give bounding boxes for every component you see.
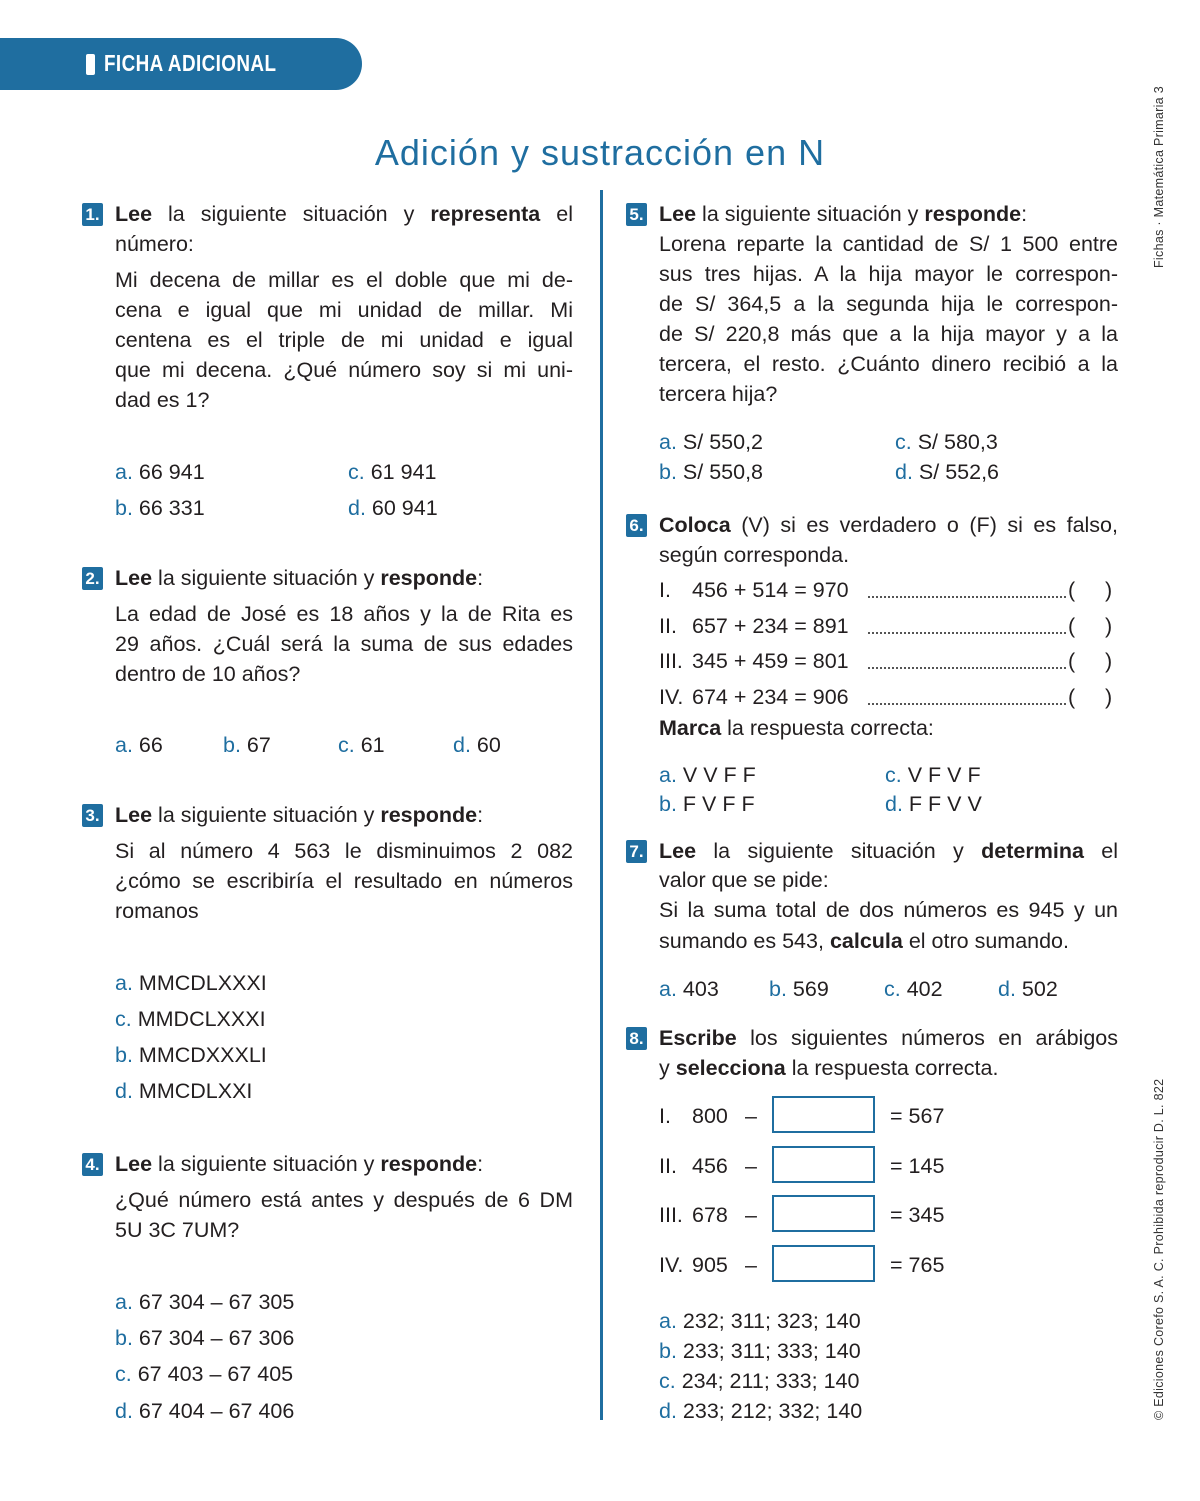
prompt-text: : <box>1021 202 1028 226</box>
option-value: 67 304 – 67 306 <box>138 1326 295 1350</box>
question-number: 6. <box>626 514 647 537</box>
body-line <box>659 926 1069 956</box>
result: = 567 <box>890 1104 945 1128</box>
prompt-text: : <box>477 566 484 590</box>
result: = 345 <box>890 1203 945 1227</box>
option-value: V V F F <box>682 763 756 787</box>
prompt-verb: Lee <box>115 803 153 827</box>
minuend: 678 <box>692 1203 728 1227</box>
question-number: 1. <box>82 203 103 226</box>
prompt-text: la siguiente situación y <box>158 1152 375 1176</box>
minus-sign: – <box>745 1104 757 1128</box>
option-value: 67 304 – 67 305 <box>138 1290 295 1314</box>
minus-sign: – <box>745 1203 757 1227</box>
roman-label: II. <box>659 614 677 638</box>
option-letter: a. <box>659 1309 677 1333</box>
prompt-text: según corresponda. <box>659 543 850 567</box>
question-prompt <box>659 199 1027 229</box>
minus-sign: – <box>745 1154 757 1178</box>
roman-label: I. <box>659 578 671 602</box>
roman-label: IV. <box>659 685 684 709</box>
answer-option[interactable] <box>659 1366 859 1396</box>
prompt-text: los siguientes números en arábigos <box>750 1026 1118 1050</box>
option-value: V F V F <box>907 763 981 787</box>
prompt-text: : <box>477 803 484 827</box>
dotted-leader <box>868 703 1066 705</box>
prompt-text: la siguiente situación y <box>158 566 375 590</box>
prompt-verb: Marca <box>659 716 722 740</box>
body-line: La edad de José es 18 años y la de Rita es <box>115 602 573 626</box>
question-number: 8. <box>626 1027 647 1050</box>
question-prompt <box>115 1149 483 1179</box>
answer-paren-open[interactable]: ( <box>1068 685 1076 709</box>
option-letter: d. <box>115 1079 133 1103</box>
banner-label: FICHA ADICIONAL <box>104 50 277 76</box>
side-text-top: Fichas · Matemática Primaria 3 <box>1152 86 1166 268</box>
answer-option[interactable] <box>659 1396 862 1426</box>
prompt-verb: determina <box>981 839 1084 863</box>
option-value: F V F F <box>682 792 755 816</box>
option-value: 502 <box>1021 977 1058 1001</box>
body-text: el otro sumando. <box>908 929 1069 953</box>
answer-option[interactable] <box>659 1336 861 1366</box>
option-letter: b. <box>115 1326 133 1350</box>
option-value: 232; 311; 323; 140 <box>682 1309 861 1333</box>
answer-option[interactable] <box>659 457 763 487</box>
answer-option[interactable] <box>659 1306 861 1336</box>
prompt-text: y <box>659 1056 670 1080</box>
option-value: 233; 311; 333; 140 <box>682 1339 861 1363</box>
body-line: dad es 1? <box>115 388 210 412</box>
answer-box[interactable] <box>772 1096 875 1133</box>
result: = 765 <box>890 1253 945 1277</box>
option-value: 66 941 <box>138 460 205 484</box>
prompt-verb: responde <box>380 566 478 590</box>
answer-paren-open[interactable]: ( <box>1068 649 1076 673</box>
body-line: Si la suma total de dos números es 945 y un <box>659 898 1118 922</box>
option-value: MMCDLXXI <box>138 1079 253 1103</box>
prompt-text: número: <box>115 232 194 256</box>
option-letter: d. <box>453 733 471 757</box>
option-letter: c. <box>338 733 355 757</box>
answer-option[interactable] <box>659 974 719 1004</box>
answer-paren-close[interactable]: ) <box>1105 578 1113 602</box>
answer-box[interactable] <box>772 1195 875 1232</box>
prompt-text: la siguiente situación y <box>158 803 375 827</box>
minuend: 800 <box>692 1104 728 1128</box>
option-letter: d. <box>659 1399 677 1423</box>
body-line: tercera, el resto. ¿Cuánto dinero recibió a la <box>659 352 1118 376</box>
option-value: 234; 211; 333; 140 <box>681 1369 860 1393</box>
answer-option[interactable] <box>115 1323 294 1353</box>
answer-option[interactable] <box>338 730 385 760</box>
option-value: 60 <box>476 733 501 757</box>
answer-paren-close[interactable]: ) <box>1105 685 1113 709</box>
body-line: tercera hija? <box>659 382 778 406</box>
option-value: 61 941 <box>370 460 437 484</box>
body-line: dentro de 10 años? <box>115 662 301 686</box>
answer-paren-open[interactable]: ( <box>1068 614 1076 638</box>
prompt-text: la respuesta correcta. <box>791 1056 999 1080</box>
option-value: 66 331 <box>138 496 205 520</box>
answer-option[interactable] <box>115 968 267 998</box>
option-letter: c. <box>348 460 365 484</box>
minus-sign: – <box>745 1253 757 1277</box>
option-letter: c. <box>885 763 902 787</box>
prompt-text: la siguiente situación y <box>702 202 919 226</box>
column-divider <box>600 190 603 1420</box>
prompt-verb: Lee <box>115 1152 153 1176</box>
prompt-text: el <box>556 202 573 226</box>
answer-option[interactable] <box>895 457 999 487</box>
prompt-text: valor que se pide: <box>659 868 829 892</box>
prompt-verb: Coloca <box>659 513 731 537</box>
option-letter: c. <box>895 430 912 454</box>
question-number: 3. <box>82 804 103 827</box>
option-value: 66 <box>138 733 163 757</box>
equation: 456 + 514 = 970 <box>692 578 849 602</box>
answer-option[interactable] <box>115 1004 266 1034</box>
option-value: MMDCLXXXI <box>137 1007 266 1031</box>
prompt-verb: Escribe <box>659 1026 737 1050</box>
answer-option[interactable] <box>115 1076 252 1106</box>
answer-option[interactable] <box>348 457 436 487</box>
roman-label: III. <box>659 1203 683 1227</box>
body-line: sus tres hijas. A la hija mayor le correspon- <box>659 262 1118 286</box>
dotted-leader <box>868 632 1066 634</box>
option-letter: c. <box>659 1369 676 1393</box>
question-number: 7. <box>626 840 647 863</box>
prompt-verb: representa <box>430 202 541 226</box>
answer-option[interactable] <box>115 1287 294 1317</box>
option-value: S/ 580,3 <box>917 430 998 454</box>
prompt-verb: Lee <box>659 839 697 863</box>
option-letter: d. <box>885 792 903 816</box>
prompt-text-line <box>659 1053 998 1083</box>
question-prompt <box>659 836 1118 866</box>
side-text-bottom: © Ediciones Corefo S. A. C. Prohibida reproducir D. L. 822 <box>1152 1078 1166 1420</box>
dotted-leader <box>868 667 1066 669</box>
answer-paren-close[interactable]: ) <box>1105 649 1113 673</box>
option-value: S/ 550,8 <box>682 460 764 484</box>
body-line: de S/ 364,5 a la segunda hija le correspon- <box>659 292 1118 316</box>
prompt-verb: selecciona <box>675 1056 786 1080</box>
option-value: 67 <box>246 733 271 757</box>
minuend: 456 <box>692 1154 728 1178</box>
answer-option[interactable] <box>115 1040 267 1070</box>
option-letter: b. <box>659 1339 677 1363</box>
prompt-text: la respuesta correcta: <box>727 716 934 740</box>
option-letter: b. <box>115 496 133 520</box>
option-letter: a. <box>115 1290 133 1314</box>
option-letter: a. <box>115 460 133 484</box>
roman-label: III. <box>659 649 683 673</box>
question-prompt <box>659 510 1118 540</box>
answer-option[interactable] <box>115 457 205 487</box>
option-letter: a. <box>115 733 133 757</box>
prompt-verb: responde <box>380 1152 478 1176</box>
body-line: ¿cómo se escribiría el resultado en números <box>115 869 573 893</box>
option-value: 67 403 – 67 405 <box>137 1362 294 1386</box>
option-value: S/ 550,2 <box>682 430 764 454</box>
question-prompt <box>115 563 483 593</box>
roman-label: II. <box>659 1154 677 1178</box>
option-letter: b. <box>223 733 241 757</box>
option-letter: c. <box>115 1007 132 1031</box>
answer-option[interactable] <box>115 1359 293 1389</box>
answer-option[interactable] <box>769 974 829 1004</box>
answer-box[interactable] <box>772 1146 875 1183</box>
option-letter: d. <box>348 496 366 520</box>
body-line: centena es el triple de mi unidad e igual <box>115 328 573 352</box>
question-number: 2. <box>82 567 103 590</box>
question-prompt <box>115 800 483 830</box>
prompt-text: : <box>477 1152 484 1176</box>
answer-option[interactable] <box>348 493 438 523</box>
prompt-text: la siguiente situación y <box>713 839 964 863</box>
option-value: 402 <box>906 977 943 1001</box>
body-line: de S/ 220,8 más que a la hija mayor y a la <box>659 322 1118 346</box>
body-line: romanos <box>115 899 199 923</box>
prompt-verb: Lee <box>115 202 153 226</box>
body-line: Si al número 4 563 le disminuimos 2 082 <box>115 839 573 863</box>
answer-option[interactable] <box>659 789 755 819</box>
option-value: 233; 212; 332; 140 <box>682 1399 863 1423</box>
option-letter: d. <box>115 1399 133 1423</box>
page-title: Adición y sustracción en N <box>374 132 826 173</box>
option-letter: a. <box>659 977 677 1001</box>
option-letter: a. <box>115 971 133 995</box>
prompt-verb: Lee <box>659 202 697 226</box>
question-prompt <box>115 199 573 229</box>
option-value: 569 <box>792 977 829 1001</box>
body-line: que mi decena. ¿Qué número soy si mi uni- <box>115 358 573 382</box>
option-value: 60 941 <box>371 496 438 520</box>
question-number: 4. <box>82 1153 103 1176</box>
option-letter: b. <box>659 460 677 484</box>
option-value: F F V V <box>908 792 982 816</box>
answer-option[interactable] <box>115 493 205 523</box>
equation: 345 + 459 = 801 <box>692 649 849 673</box>
answer-option[interactable] <box>885 789 982 819</box>
option-letter: a. <box>659 763 677 787</box>
answer-option[interactable] <box>659 760 756 790</box>
roman-label: IV. <box>659 1253 684 1277</box>
prompt-verb: responde <box>380 803 478 827</box>
prompt-verb: calcula <box>829 929 903 953</box>
option-letter: c. <box>884 977 901 1001</box>
body-line: cena e igual que mi unidad de millar. Mi <box>115 298 573 322</box>
equation: 674 + 234 = 906 <box>692 685 849 709</box>
option-value: 403 <box>682 977 719 1001</box>
option-value: MMCDLXXXI <box>138 971 267 995</box>
question-number: 5. <box>626 203 647 226</box>
option-letter: c. <box>115 1362 132 1386</box>
answer-paren-close[interactable]: ) <box>1105 614 1113 638</box>
instruction <box>659 713 934 743</box>
answer-option[interactable] <box>885 760 981 790</box>
body-text: sumando es 543, <box>659 929 824 953</box>
answer-option[interactable] <box>895 427 998 457</box>
question-prompt <box>659 1023 1118 1053</box>
banner-bar-icon <box>86 54 95 75</box>
equation: 657 + 234 = 891 <box>692 614 849 638</box>
option-letter: b. <box>115 1043 133 1067</box>
option-letter: d. <box>895 460 913 484</box>
answer-option[interactable] <box>453 730 501 760</box>
answer-option[interactable] <box>115 730 163 760</box>
prompt-text: el <box>1101 839 1118 863</box>
option-value: S/ 552,6 <box>918 460 1000 484</box>
prompt-text: la siguiente situación y <box>168 202 415 226</box>
option-value: MMCDXXXLI <box>138 1043 267 1067</box>
answer-option[interactable] <box>659 427 763 457</box>
option-letter: b. <box>659 792 677 816</box>
answer-option[interactable] <box>223 730 271 760</box>
body-line: Lorena reparte la cantidad de S/ 1 500 entre <box>659 232 1118 256</box>
prompt-verb: responde <box>924 202 1022 226</box>
answer-option[interactable] <box>115 1396 294 1426</box>
result: = 145 <box>890 1154 945 1178</box>
roman-label: I. <box>659 1104 671 1128</box>
answer-option[interactable] <box>884 974 943 1004</box>
body-line: 5U 3C 7UM? <box>115 1218 240 1242</box>
option-value: 61 <box>360 733 385 757</box>
body-line: ¿Qué número está antes y después de 6 DM <box>115 1188 573 1212</box>
option-value: 67 404 – 67 406 <box>138 1399 295 1423</box>
prompt-verb: Lee <box>115 566 153 590</box>
option-letter: a. <box>659 430 677 454</box>
body-line: Mi decena de millar es el doble que mi de- <box>115 268 573 292</box>
prompt-text: (V) si es verdadero o (F) si es falso, <box>741 513 1118 537</box>
body-line: 29 años. ¿Cuál será la suma de sus edades <box>115 632 573 656</box>
minuend: 905 <box>692 1253 728 1277</box>
option-letter: b. <box>769 977 787 1001</box>
answer-option[interactable] <box>998 974 1058 1004</box>
option-letter: d. <box>998 977 1016 1001</box>
answer-box[interactable] <box>772 1245 875 1282</box>
dotted-leader <box>868 596 1066 598</box>
answer-paren-open[interactable]: ( <box>1068 578 1076 602</box>
